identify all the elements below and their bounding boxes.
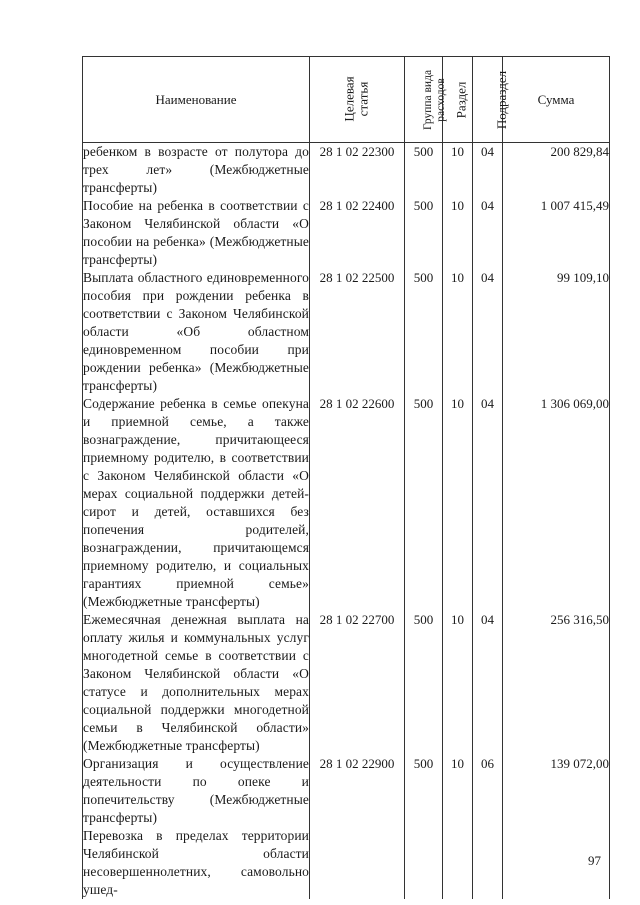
- row-target: 28 1 02 22700: [310, 611, 405, 755]
- table-row: [83, 755, 610, 827]
- row-name: Выплата областного единовременного пособия при рождении ребенка в соответствии с Законом Челябинской области «Об областном единовременном пособии при рождении ребенка» (Межбюджетные трансферты): [83, 270, 309, 393]
- row-name: Ежемесячная денежная выплата на оплату жилья и коммунальных услуг многодетной семье в соответствии с Законом Челябинской области «О статусе и дополнительных мерах социальной поддержки многодетной семьи в Челябинской области» (Межбюджетные трансферты): [83, 612, 309, 753]
- header-subsection: Подраздел: [473, 57, 503, 143]
- table-header-row: [83, 57, 610, 143]
- row-target: 28 1 02 22900: [310, 755, 405, 827]
- row-section: 10: [443, 143, 473, 198]
- row-target: 28 1 02 22600: [310, 395, 405, 611]
- row-subsection: 04: [473, 197, 503, 269]
- row-subsection: 04: [473, 269, 503, 395]
- row-name: Содержание ребенка в семье опекуна и приемной семье, а также вознаграждение, причитающееся приемному родителю, в соответствии с Законом Челябинской области «О мерах социальной поддержки детей-сирот и детей, оставшихся без попечения родителей, вознаграждении, причитающемся приемному родителю, и социальных гарантиях приемной семье» (Межбюджетные трансферты): [83, 396, 309, 609]
- row-sum: 256 316,50: [503, 611, 610, 755]
- row-section: 10: [443, 611, 473, 755]
- table-row: [83, 143, 610, 198]
- row-name: Организация и осуществление деятельности по опеке и попечительству (Межбюджетные трансферты): [83, 756, 309, 825]
- row-sum: 200 829,84: [503, 143, 610, 198]
- row-sum: 99 109,10: [503, 269, 610, 395]
- header-target-article: Целевая статья: [310, 57, 405, 143]
- row-section: 10: [443, 197, 473, 269]
- table-row: [83, 197, 610, 269]
- row-section: 10: [443, 755, 473, 827]
- table-row: [83, 611, 610, 755]
- row-expense: 500: [405, 143, 443, 198]
- table-row: [83, 395, 610, 611]
- row-subsection: 04: [473, 143, 503, 198]
- row-expense: 500: [405, 755, 443, 827]
- page-number: 97: [588, 853, 601, 868]
- row-expense: 500: [405, 269, 443, 395]
- header-section: Раздел: [443, 57, 473, 143]
- row-expense: [405, 827, 443, 899]
- row-subsection: 06: [473, 755, 503, 827]
- row-expense: 500: [405, 611, 443, 755]
- header-expense-group: Группа вида расходов: [405, 57, 443, 143]
- row-target: 28 1 02 22300: [310, 143, 405, 198]
- row-target: 28 1 02 22400: [310, 197, 405, 269]
- row-subsection: 04: [473, 395, 503, 611]
- row-target: 28 1 02 22500: [310, 269, 405, 395]
- row-expense: 500: [405, 395, 443, 611]
- header-sum: Сумма: [503, 57, 610, 143]
- row-name: Пособие на ребенка в соответствии с Законом Челябинской области «О пособии на ребенка» (Межбюджетные трансферты): [83, 198, 309, 267]
- row-section: 10: [443, 269, 473, 395]
- row-name: Перевозка в пределах территории Челябинской области несовершеннолетних, самовольно ушед-: [83, 828, 309, 897]
- row-expense: 500: [405, 197, 443, 269]
- table-row: [83, 269, 610, 395]
- row-sum: 139 072,00: [503, 755, 610, 827]
- row-sum: 1 306 069,00: [503, 395, 610, 611]
- row-target: [310, 827, 405, 899]
- header-name: Наименование: [83, 57, 310, 143]
- row-sum: 1 007 415,49: [503, 197, 610, 269]
- row-subsection: 04: [473, 611, 503, 755]
- table-row: [83, 827, 610, 899]
- row-section: [443, 827, 473, 899]
- row-name: ребенком в возрасте от полутора до трех лет» (Межбюджетные трансферты): [83, 144, 309, 195]
- row-section: 10: [443, 395, 473, 611]
- row-subsection: [473, 827, 503, 899]
- budget-table: [82, 56, 610, 899]
